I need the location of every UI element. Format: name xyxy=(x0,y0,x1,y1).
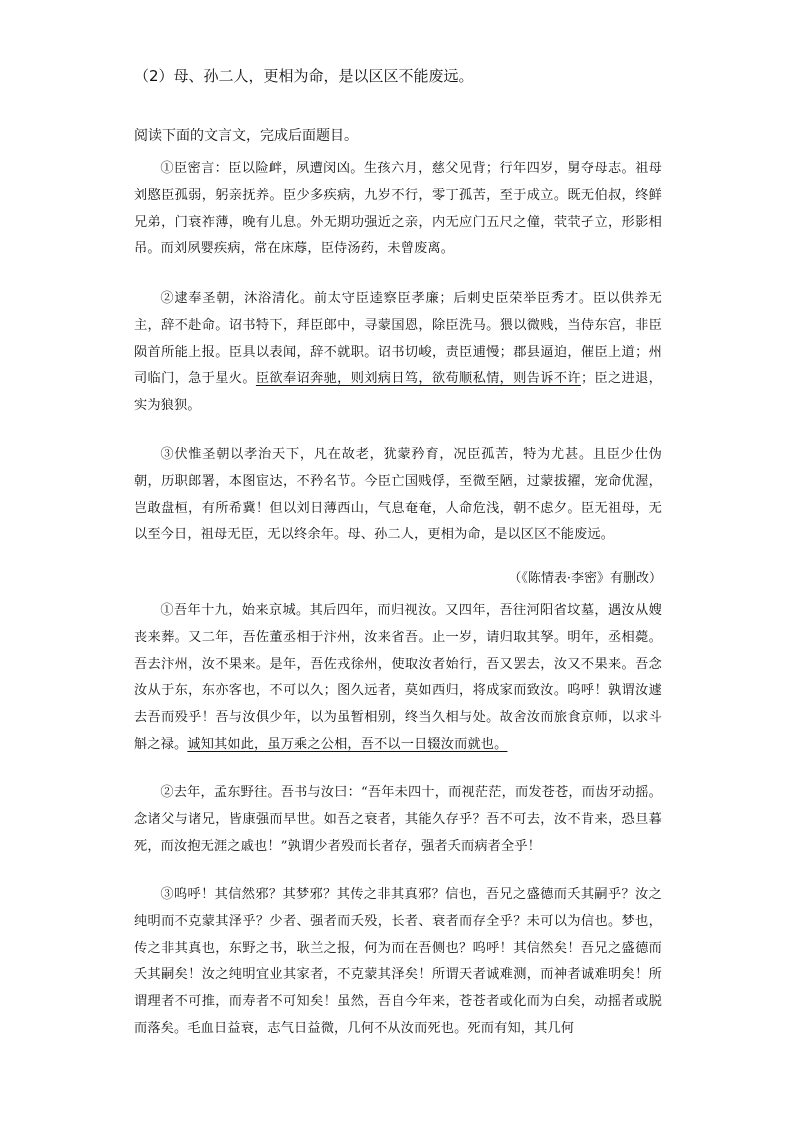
underlined-sentence-a: 臣欲奉诏奔驰，则刘病日笃，欲苟顺私情，则告诉不许 xyxy=(255,371,581,387)
passage-a-paragraph-3: ③伏惟圣朝以孝治天下，凡在故老，犹蒙矜育，况臣孤苦，特为尤甚。且臣少仕伪朝，历职郎署，本图宦达，不矜名节。今臣亡国贱俘，至微至陋，过蒙拔擢，宠命优渥，岂敢盘桓，有所希冀！但以刘日薄西山，气息奄奄，人命危浅，朝不虑夕。臣无祖母，无以至今日，祖母无臣，无以终余年。母、孙二人，更相为命，是以区区不能废远。 xyxy=(134,447,662,543)
question-sentence: （2）母、孙二人，更相为命，是以区区不能废远。 xyxy=(134,67,474,85)
reading-instruction: 阅读下面的文言文，完成后面题目。 xyxy=(134,128,358,144)
passage-a-source: （《陈情表·李密》有删改） xyxy=(508,571,662,586)
passage-b-paragraph-3: ③呜呼！其信然邪？其梦邪？其传之非其真邪？信也，吾兄之盛德而夭其嗣乎？汝之纯明而不克蒙其泽乎？少者、强者而夭殁，长者、衰者而存全乎？未可以为信也。梦也，传之非其真也，东野之书，耿兰之报，何为而在吾侧也？呜呼！其信然矣！吾兄之盛德而夭其嗣矣！汝之纯明宜业其家者，不克蒙其泽矣！所谓天者诚难测，而神者诚难明矣！所谓理者不可推，而寿者不可知矣！虽然，吾自今年来，苍苍者或化而为白矣，动摇者或脱而落矣。毛血日益衰，志气日益微，几何不从汝而死也。死而有知，其几何 xyxy=(134,887,662,1036)
passage-a-paragraph-2-tail: ；臣之进退，实为狼狈。 xyxy=(134,371,662,414)
passage-b-paragraph-2: ②去年，孟东野往。吾书与汝曰：“吾年未四十，而视茫茫，而发苍苍，而齿牙动摇。念诸父与诸兄，皆康强而早世。如吾之衰者，其能久存乎？吾不可去，汝不肯来，恐旦暮死，而汝抱无涯之戚也！”孰谓少者殁而长者存，强者夭而病者全乎！ xyxy=(134,785,662,854)
passage-b-paragraph-1-text: ①吾年十九，始来京城。其后四年，而归视汝。又四年，吾往河阳省坟墓，遇汝从嫂丧来葬。又二年，吾佐董丞相于汴州，汝来省吾。止一岁，请归取其孥。明年，丞相薨。吾去汴州，汝不果来。是年，吾佐戎徐州，使取汝者始行，吾又罢去，汝又不果来。吾念汝从于东，东亦客也，不可以久；图久远者，莫如西归，将成家而致汝。呜呼！孰谓汝遽去吾而殁乎！吾与汝俱少年，以为虽暂相别，终当久相与处。故舍汝而旅食京师，以求斗斛之禄。 xyxy=(134,603,662,752)
underlined-sentence-b: 诚知其如此，虽万乘之公相，吾不以一日辍汝而就也。 xyxy=(187,736,508,752)
passage-b-paragraph-1 xyxy=(134,598,662,759)
passage-a-paragraph-2-text: ②逮奉圣朝，沐浴清化。前太守臣逵察臣孝廉；后刺史臣荣举臣秀才。臣以供养无主，辞不赴命。诏书特下，拜臣郎中，寻蒙国恩，除臣洗马。猥以微贱，当侍东宫，非臣陨首所能上报。臣具以表闻，辞不就职。诏书切峻，责臣逋慢；郡县逼迫，催臣上道；州司临门，急于星火。 xyxy=(134,291,662,387)
passage-a-paragraph-2 xyxy=(134,286,662,420)
passage-a-paragraph-1: ①臣密言：臣以险衅，夙遭闵凶。生孩六月，慈父见背；行年四岁，舅夺母志。祖母刘愍臣孤弱，躬亲抚养。臣少多疾病，九岁不行，零丁孤苦，至于成立。既无伯叔，终鲜兄弟，门衰祚薄，晚有儿息。外无期功强近之亲，内无应门五尺之僮，茕茕孑立，形影相吊。而刘夙婴疾病，常在床蓐，臣侍汤药，未曾废离。 xyxy=(134,161,662,257)
